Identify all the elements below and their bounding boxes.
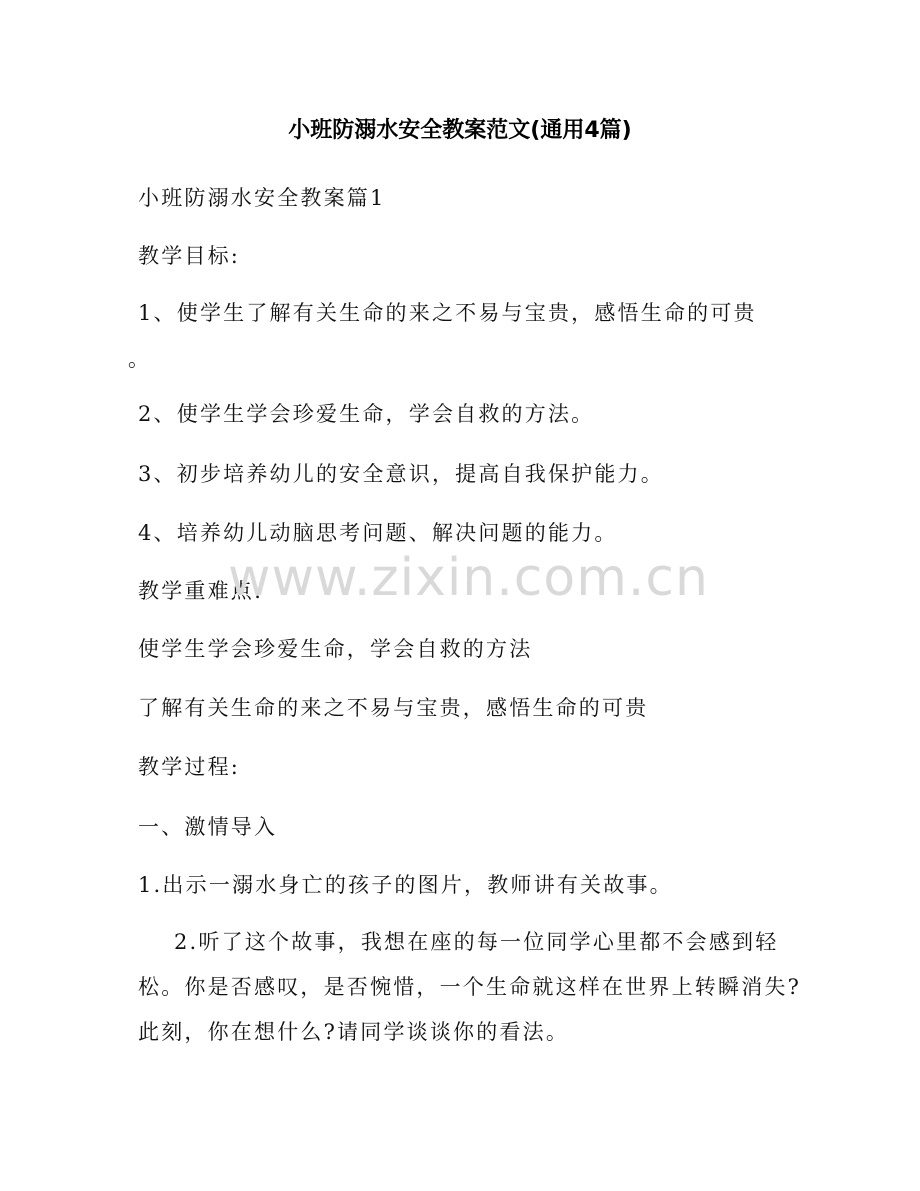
paragraph: 3、初步培养幼儿的安全意识，提高自我保护能力。 bbox=[138, 462, 664, 486]
story-paragraph bbox=[138, 927, 788, 957]
paragraph: 1.出示一溺水身亡的孩子的图片，教师讲有关故事。 bbox=[138, 873, 673, 897]
paragraph: 了解有关生命的来之不易与宝贵，感悟生命的可贵 bbox=[138, 696, 649, 720]
document-title: 小班防溺水安全教案范文(通用4篇) bbox=[288, 118, 632, 143]
paragraph: 一、激情导入 bbox=[138, 815, 278, 839]
paragraph: 教学重难点: bbox=[138, 579, 264, 603]
paragraph: 2、使学生学会珍爱生命，学会自救的方法。 bbox=[138, 402, 595, 426]
story-paragraph-line2 bbox=[138, 972, 802, 1002]
paragraph: 1、使学生了解有关生命的来之不易与宝贵，感悟生命的可贵 bbox=[138, 301, 757, 325]
paragraph-continuation: 。 bbox=[128, 347, 152, 371]
story-line: 2.听了这个故事，我想在座的每一位同学心里都不会感到轻 bbox=[174, 930, 779, 954]
section-heading: 小班防溺水安全教案篇1 bbox=[138, 186, 386, 210]
paragraph: 教学过程: bbox=[138, 755, 241, 779]
paragraph: 4、培养幼儿动脑思考问题、解决问题的能力。 bbox=[138, 521, 618, 545]
paragraph: 教学目标: bbox=[138, 244, 241, 268]
watermark: www.zixin.com.cn bbox=[228, 548, 709, 608]
paragraph: 使学生学会珍爱生命，学会自救的方法 bbox=[138, 637, 533, 661]
story-line: 松。你是否感叹，是否惋惜，一个生命就这样在世界上转瞬消失? bbox=[138, 975, 802, 999]
story-paragraph-line3 bbox=[138, 1017, 788, 1047]
story-line: 此刻，你在想什么?请同学谈谈你的看法。 bbox=[138, 1020, 570, 1044]
